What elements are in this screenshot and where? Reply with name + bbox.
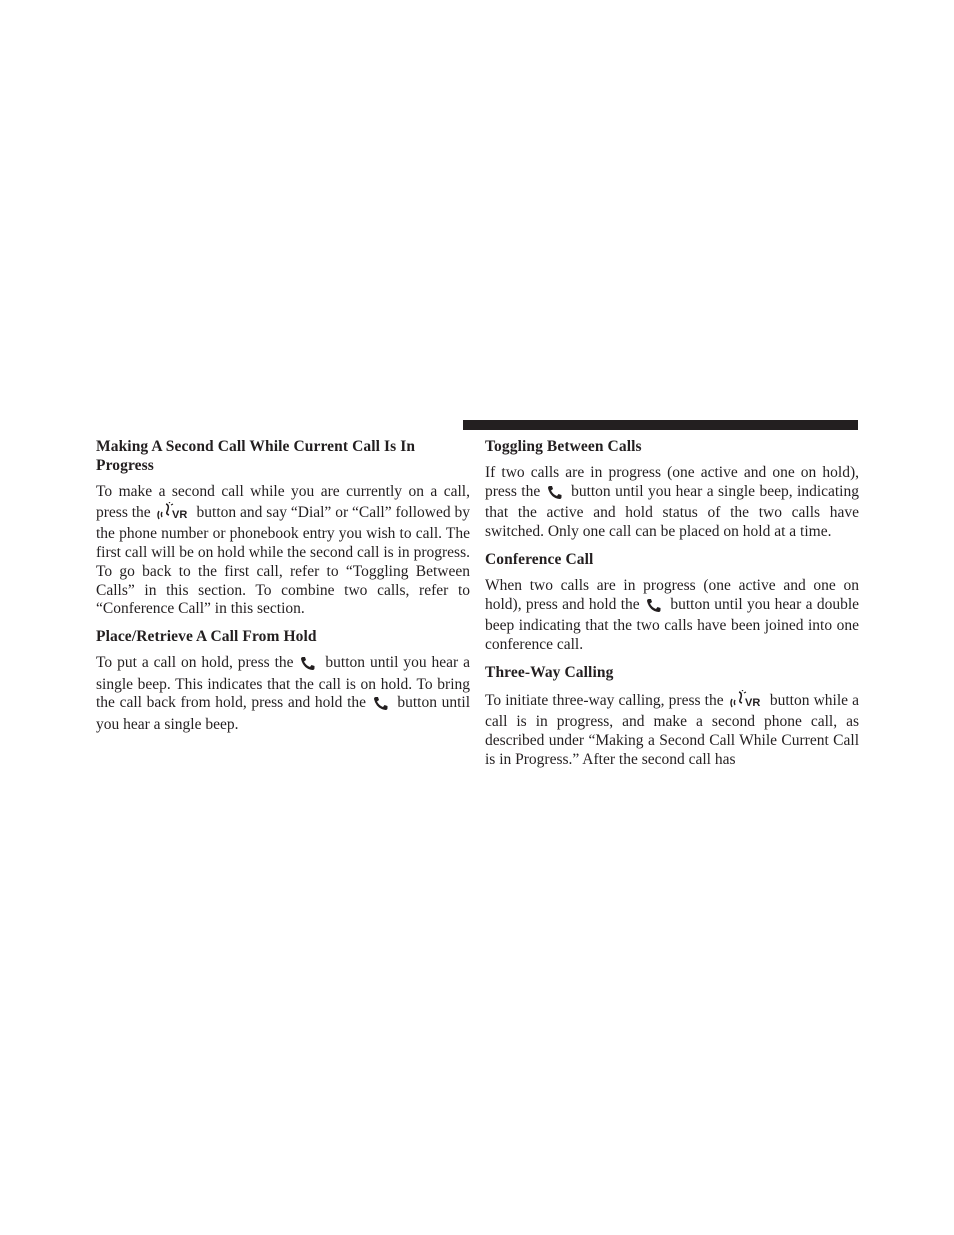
paragraph-place-retrieve-hold: To put a call on hold, press the button until you hear a single beep. This indicates that the call is on hold. To bring the call back from hold, press and hold the button until you hear a single beep. [96,653,471,734]
voice-command-vr-icon [156,502,192,526]
heading-place-retrieve-hold: Place/Retrieve A Call From Hold [96,627,317,645]
heading-three-way-calling: Three-Way Calling [485,663,614,681]
voice-command-vr-icon [729,690,765,714]
voice-icon-label: VR [744,696,760,708]
paragraph-second-call: To make a second call while you are currently on a call, press the VR button and say “Dial” or “Call” followed by the phone number or phonebook entry you wish to call. The first call will be on hold while the second call is in progress. To go back to the first call, refer to “Toggling Between Calls” in this section. To combine two calls, refer to “Conference Call” in this section. [96,483,471,618]
heading-toggling-calls: Toggling Between Calls [485,438,642,455]
paragraph-conference-call: When two calls are in progress (one active and one on hold), press and hold the button until you hear a double beep indicating that the two calls have been joined into one conference call. [485,576,860,653]
paragraph-toggling-calls: If two calls are in progress (one active and one on hold), press the button until you hear a single beep, indicating that the active and hold status of the two calls have switched. Only one call can be placed on hold at a time. [485,464,859,541]
left-column [96,437,470,743]
heading-second-call: Making A Second Call While Current Call Is In Progress [96,438,416,474]
phone-handset-icon [645,598,665,618]
phone-handset-icon [546,485,566,505]
right-column [485,437,859,777]
heading-conference-call: Conference Call [485,550,594,568]
section-header-rule [463,420,858,430]
paragraph-three-way-calling: To initiate three-way calling, press the VR button while a call is in progress, and make a second phone call, as described under “Making a Second Call While Current Call is in Progress.” After the second call has [485,691,860,768]
voice-icon-label: VR [171,508,187,520]
phone-handset-icon [299,656,319,676]
phone-handset-icon [372,696,392,716]
